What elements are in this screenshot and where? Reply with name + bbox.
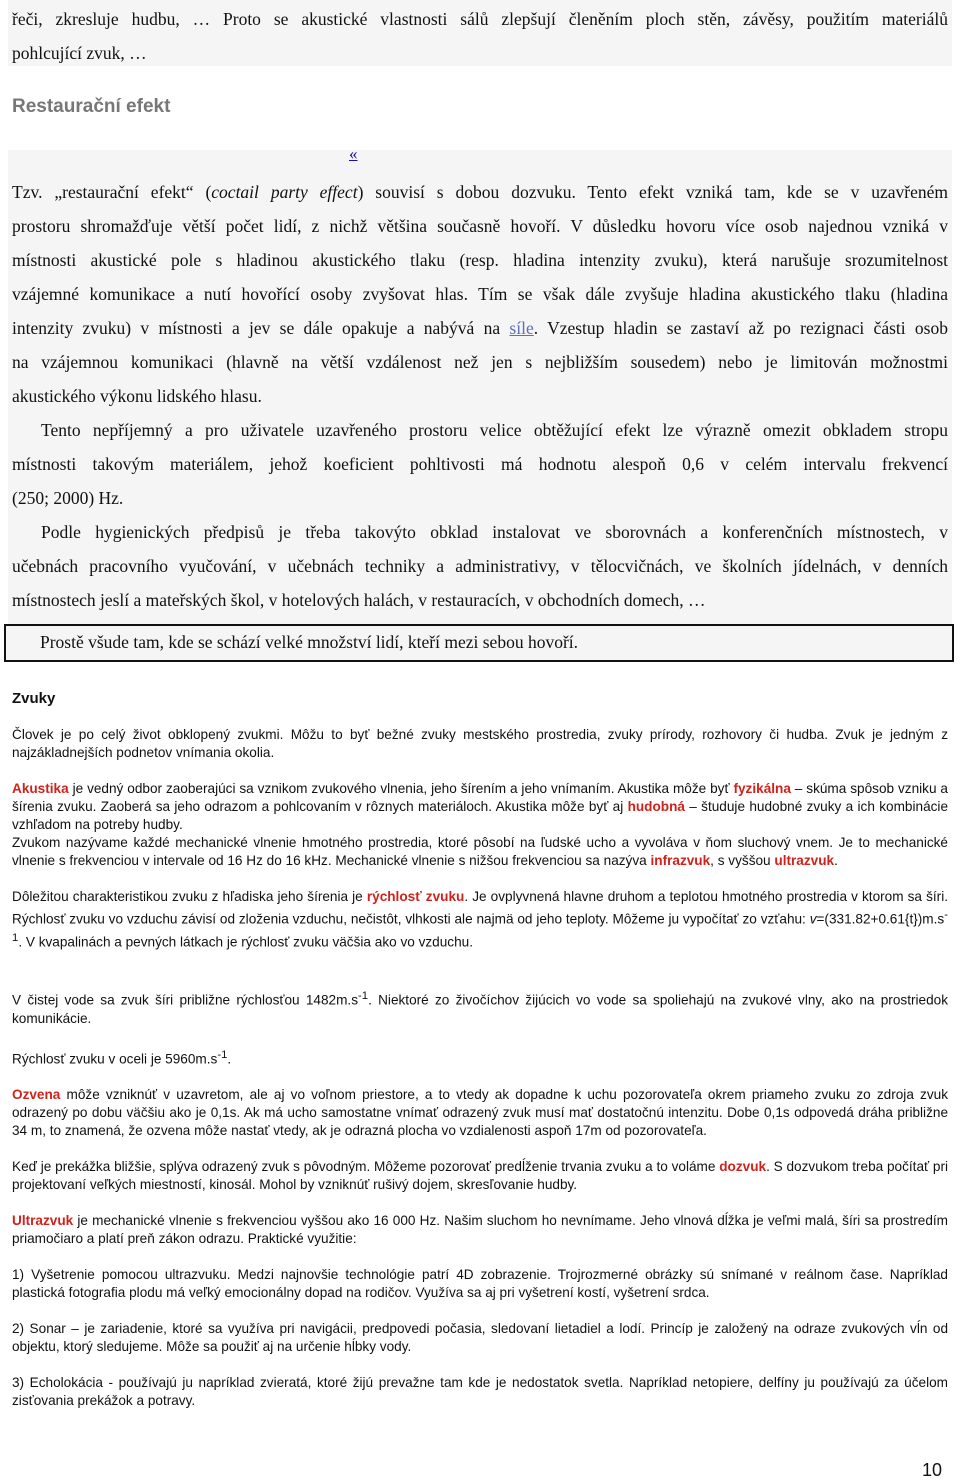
section-heading-restauracni-efekt: Restaurační efekt (12, 96, 171, 117)
text-span: . V kvapalinách a pevných látkach je rýchlosť zvuku väčšia ako vo vzduchu. (18, 934, 473, 950)
paragraph (12, 888, 948, 951)
term-rychlost-zvuku: rýchlosť zvuku (366, 889, 465, 904)
term-fyzikalna: fyzikálna (733, 781, 791, 796)
paragraph (12, 1158, 948, 1194)
superscript: -1 (217, 1048, 228, 1061)
text-span: – študuje hudobné zvuky a ich kombinácie vzhľadom na potreby hudby. (12, 799, 949, 832)
superscript: -1 (358, 990, 369, 1003)
term-ultrazvuk-2: Ultrazvuk (12, 1213, 74, 1229)
text-line: Podle hygienických předpisů je třeba takovýto obklad instalovat ve sborovnách a konferenčních místnostech, v (41, 522, 948, 542)
text-span: je vedný odbor zaoberajúci sa vznikom zvukového vlnenia, jeho šírením a jeho vnímaním. Akustika môže byť (68, 781, 734, 796)
text-line: řeči, zkresluje hudbu, … Proto se akustické vlastnosti sálů zlepšují členěním ploch stěn, závěsy, použitím materiálů (12, 9, 948, 29)
text-line: (250; 2000) Hz. (12, 488, 124, 508)
text-span: – skúma spôsob vzniku a šírenia zvuku. Zaoberá sa jeho odrazom a pohlcovaním v rôznych materiáloch. Akustika môže byť aj (12, 781, 948, 814)
list-item: 3) Echolokácia - používajú ju napríklad zvieratá, ktoré žijú prevažne tam kde je nedostatok svetla. Napríklad netopiere, delfíny ju používajú za účelom zisťovania prekážok a potravy. (12, 1375, 948, 1409)
text-span: . Vzestup hladin se zastaví až po rezignaci části osob (533, 318, 948, 338)
text-line: na vzájemnou komunikaci (hlavně na větší vzdálenost než jen s nejbližším sousedem) nebo je limitován možnostmi (12, 352, 948, 372)
text-line: pohlcující zvuk, … (12, 43, 147, 63)
text-line: vzájemné komunikace a nutí hovořící osoby zvyšovat hlas. Tím se však dále zvyšuje hladina akustického tlaku (hladina (12, 284, 948, 304)
paragraph (12, 1212, 948, 1248)
text-span: intenzity zvuku) v místnosti a jev se dále opakuje a nabývá na (12, 318, 510, 338)
paragraph (12, 1086, 948, 1140)
term-infrazvuk: infrazvuk (650, 853, 711, 868)
paragraph: Človek je po celý život obklopený zvukmi. Môžu to byť bežné zvuky mestského prostredia, zvuky prírody, rozhovory či hudba. Zvuk je jedným z najzákladnejších podnetov vnímania okolia. (12, 727, 948, 760)
term-hudobna: hudobná (627, 799, 685, 814)
term-ultrazvuk: ultrazvuk (774, 853, 835, 868)
text-span: . (227, 1051, 232, 1067)
text-span: ) souvisí s dobou dozvuku. Tento efekt vzniká tam, kde se v uzavřeném (357, 182, 949, 202)
text-line: Tento nepříjemný a pro uživatele uzavřeného prostoru velice obtěžující efekt lze výrazně omezit obkladem stropu (41, 420, 948, 440)
text-span: Tzv. „restaurační efekt“ ( (12, 182, 212, 202)
text-span: =(331.82+0.61{t})m.s (816, 911, 945, 927)
term-ozvena: Ozvena (12, 1087, 61, 1103)
top-paragraph (12, 2, 948, 70)
highlight-text: Prostě všude tam, kde se schází velké množství lidí, kteří mezi sebou hovoří. (40, 632, 579, 652)
main-article (12, 175, 948, 617)
text-line: místnosti takovým materiálem, jehož koeficient pohltivosti má hodnotu alespoň 0,6 v celém intervalu frekvencí (12, 454, 948, 474)
paragraph (12, 780, 948, 870)
text-span: . Niektoré zo živočíchov žijúcich vo vode sa spoliehajú na zvukové vlny, ako na prostriedok komunikácie. (12, 992, 948, 1026)
text-span: Keď je prekážka bližšie, splýva odrazený zvuk s pôvodným. Môžeme pozorovať predĺženie trvania zvuku a to voláme (12, 1159, 720, 1175)
text-span: . S dozvukom treba počítať pri projektovaní veľkých miestností, kinosál. Mohol by vzniknúť rušivý dojem, skresľovanie hudby. (12, 1159, 949, 1193)
text-line: místnosti akustické pole s hladinou akustického tlaku (resp. hladina intenzity zvuku), která narušuje srozumitelnost (12, 250, 948, 270)
italic-term: coctail party effect (211, 182, 358, 202)
paragraph (12, 1046, 948, 1069)
superscript: -1 (12, 909, 948, 944)
text-line (12, 311, 948, 345)
text-span: môže vzniknúť v uzavretom, ale aj vo voľnom priestore, a to vtedy ak dopadne k uchu pozorovateľa okrem priameho zvuku zo zdroja zvuk odrazený po dobu väčšiu ako je 0,1s. Ak má ucho samostatne vnímať odrazený zvuk musí mať dostatočnú intenzitu. Dobe 0,1s odpovedá dráha približne 34 m, to znamená, že ozvena môže nastať vtedy, ak je odrazná plocha vo vzdialenosti aspoň 17m od pozorovateľa. (12, 1087, 948, 1139)
formula-variable: v (809, 911, 817, 927)
text-line: učebnách pracovního vyučování, v učebnách techniky a administrativy, v tělocvičnách, ve školních jídelnách, v denních (12, 556, 948, 576)
text-span: je mechanické vlnenie s frekvenciou vyššou ako 16 000 Hz. Našim sluchom ho nevnímame. Jeho vlnová dĺžka je veľmi malá, šíri sa prostredím priamočiaro a platí preň zákon odrazu. Praktické využitie: (12, 1213, 948, 1247)
text-span: , s vyššou (710, 853, 775, 868)
list-item: 2) Sonar – je zariadenie, ktoré sa využíva pri navigácii, predpovedi počasia, sledovaní lietadiel a lodí. Princíp je založený na odraze zvukových vĺn od objektu, ktorý sledujeme. Môže sa použiť aj na určenie hĺbky vody. (12, 1321, 948, 1355)
paragraph (12, 987, 948, 1028)
term-dozvuk: dozvuk (719, 1159, 767, 1175)
text-span: Rýchlosť zvuku v oceli je 5960m.s (12, 1051, 218, 1067)
page-number: 10 (922, 1460, 943, 1480)
text-line (12, 175, 948, 209)
text-span: V čistej vode sa zvuk šíri približne rýchlosťou 1482m.s (12, 992, 358, 1008)
list-item: 1) Vyšetrenie pomocou ultrazvuku. Medzi najnovšie technológie patrí 4D zobrazenie. Trojrozmerné obrázky sú snímané v reálnom čase. Napríklad plastická fotografia plodu má veľký emocionálny dopad na rodičov. Využíva sa aj pri vyšetrení kostí, vyšetrení srdca. (12, 1267, 948, 1301)
text-span: Zvukom nazývame každé mechanické vlnenie hmotného prostredia, ktoré pôsobí na ľudské ucho a vyvoláva v ňom sluchový vnem. Je to mechanické vlnenie s frekvenciou v intervale od 16 Hz do 16 kHz. Mechanické vlnenie s nižšou frekvenciou sa nazýva (12, 835, 948, 868)
inline-link-sile[interactable]: síle (509, 318, 534, 338)
text-line: prostoru shromažďuje větší počet lidí, z nichž většina současně hovoří. V důsledku hovoru více osob najednou vzniká v (12, 216, 948, 236)
text-span: Dôležitou charakteristikou zvuku z hľadiska jeho šírenia je (12, 889, 367, 904)
back-link[interactable]: « (349, 144, 358, 163)
term-akustika: Akustika (12, 781, 69, 796)
text-span: . (834, 853, 838, 868)
section-heading-zvuky: Zvuky (12, 690, 56, 707)
zvuky-section (12, 726, 948, 1410)
highlight-box (4, 624, 954, 662)
text-line: místnostech jeslí a mateřských škol, v hotelových halách, v restauracích, v obchodních domech, … (12, 590, 706, 610)
text-span: . Je ovplyvnená hlavne druhom a teplotou hmotného prostredia v ktorom sa šíri. Rýchlosť zvuku vo vzduchu závisí od zloženia vzduchu, nečistôt, vlhkosti ale najmä od jeho teploty. Môžeme ju vypočítať zo vzťahu: (12, 889, 948, 927)
text-line: akustického výkonu lidského hlasu. (12, 386, 262, 406)
